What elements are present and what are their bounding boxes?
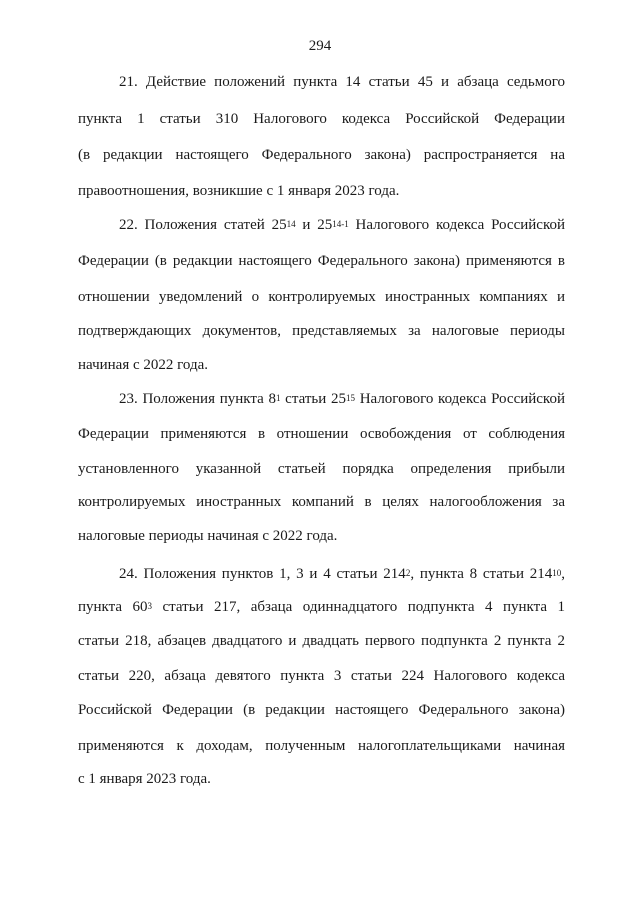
text-line: налоговые периоды начиная с 2022 года. [78, 528, 338, 544]
superscript: 10 [552, 568, 562, 578]
text-line: установленного указанной статьей порядка определения прибыли [78, 461, 565, 477]
text-line: Российской Федерации (в редакции настоящего Федерального закона) [78, 702, 565, 718]
text-line: Федерации (в редакции настоящего Федерального закона) применяются в [78, 253, 565, 269]
text-run: , пункта 8 статьи 214 [410, 566, 553, 582]
text-run: 23. Положения пункта 8 [119, 391, 276, 407]
text-line: применяются к доходам, полученным налогоплательщиками начиная [78, 738, 565, 754]
text-run: Налогового кодекса Российской [354, 391, 565, 407]
text-run: пункта 60 [78, 599, 148, 615]
text-line: (в редакции настоящего Федерального закона) распространяется на [78, 147, 565, 163]
text-run: 24. Положения пунктов 1, 3 и 4 статьи 214 [119, 566, 406, 582]
text-run: статьи 217, абзаца одиннадцатого подпункта 4 пункта 1 [152, 599, 565, 615]
text-line: с 1 января 2023 года. [78, 771, 211, 787]
text-line: пункта 1 статьи 310 Налогового кодекса Российской Федерации [78, 111, 565, 127]
superscript: 1 [275, 393, 281, 403]
text-line: подтверждающих документов, представляемых за налоговые периоды [78, 323, 565, 339]
text-line: правоотношения, возникшие с 1 января 2023 года. [78, 183, 400, 199]
superscript: 15 [345, 393, 355, 403]
text-line: Федерации применяются в отношении освобождения от соблюдения [78, 426, 565, 442]
page-number: 294 [308, 38, 332, 54]
text-run: 22. Положения статей 25 [119, 217, 287, 233]
text-line: контролируемых иностранных компаний в целях налогообложения за [78, 494, 565, 510]
superscript: 2 [405, 568, 411, 578]
text-line: статьи 220, абзаца девятого пункта 3 статьи 224 Налогового кодекса [78, 668, 565, 684]
text-line: начиная с 2022 года. [78, 357, 209, 373]
text-line: статьи 218, абзацев двадцатого и двадцать первого подпункта 2 пункта 2 [78, 633, 565, 649]
text-line: 21. Действие положений пункта 14 статьи 45 и абзаца седьмого [119, 74, 565, 90]
text-run: и 25 [295, 217, 333, 233]
superscript: 14 [286, 219, 296, 229]
text-line [119, 565, 565, 583]
superscript: 3 [147, 601, 153, 611]
text-run: статьи 25 [280, 391, 346, 407]
text-run: Налогового кодекса Российской [348, 217, 566, 233]
superscript: 14-1 [332, 219, 349, 229]
text-line: отношении уведомлений о контролируемых иностранных компаниях и [78, 289, 565, 305]
text-run: , [561, 566, 565, 582]
text-line [78, 598, 565, 616]
